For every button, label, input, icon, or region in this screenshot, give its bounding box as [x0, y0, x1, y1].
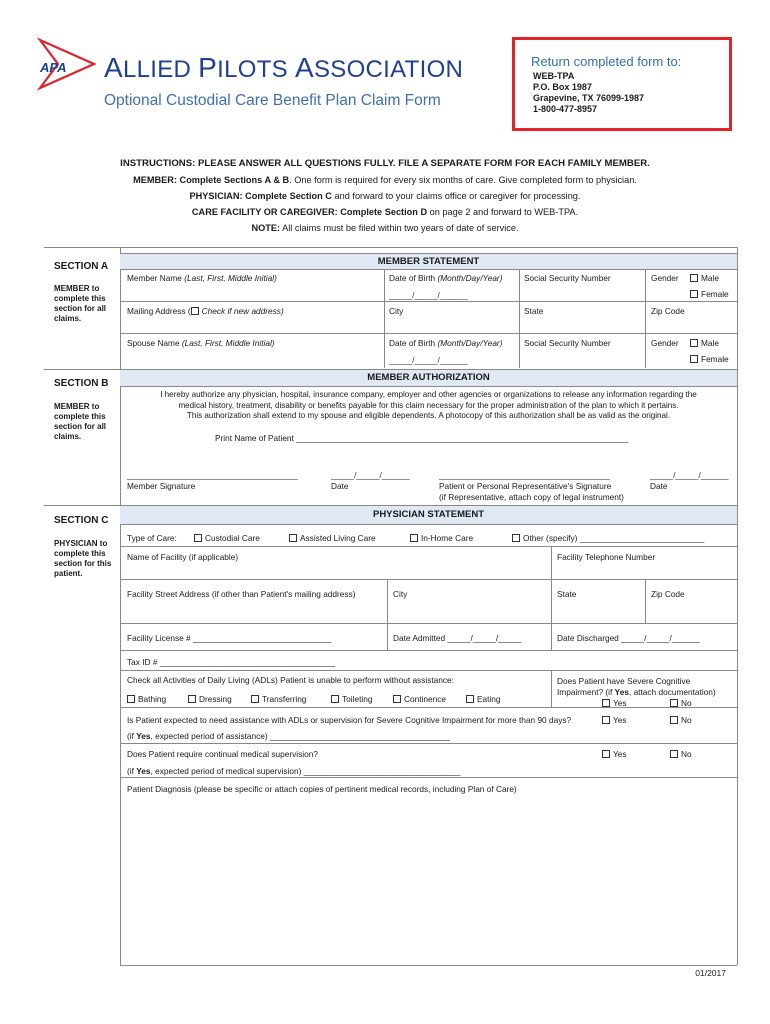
- return-address-box: [512, 37, 732, 131]
- adl-bathing-checkbox[interactable]: Bathing: [127, 694, 166, 704]
- in-home-care-checkbox[interactable]: In-Home Care: [410, 533, 473, 543]
- type-of-care-label: Type of Care:: [127, 533, 177, 543]
- form-title: Optional Custodial Care Benefit Plan Claim Form: [104, 92, 441, 109]
- adl-question: Check all Activities of Daily Living (ADLs) Patient is unable to perform without assistance:: [127, 675, 454, 685]
- member-name-label[interactable]: Member Name (Last, First, Middle Initial): [127, 273, 277, 283]
- facility-name-label[interactable]: Name of Facility (if applicable): [127, 552, 239, 562]
- print-patient-name-field[interactable]: Print Name of Patient ________________________________________________________________________: [215, 433, 629, 443]
- patient-diagnosis-field[interactable]: Patient Diagnosis (please be specific or attach copies of pertinent medical records, including Plan of Care): [127, 784, 517, 794]
- supervision-no-checkbox[interactable]: No: [670, 749, 692, 759]
- spouse-dob-blank[interactable]: _____/_____/______: [389, 355, 468, 365]
- spouse-ssn-label[interactable]: Social Security Number: [524, 338, 611, 348]
- spouse-dob-label[interactable]: Date of Birth (Month/Day/Year): [389, 338, 503, 348]
- member-male-checkbox[interactable]: Male: [690, 273, 719, 283]
- ninety-day-yes-checkbox[interactable]: Yes: [602, 715, 627, 725]
- cognitive-question-line-1: Does Patient have Severe Cognitive: [557, 676, 691, 686]
- facility-state-label[interactable]: State: [557, 589, 577, 599]
- facility-zip-label[interactable]: Zip Code: [651, 589, 685, 599]
- date-discharged-field[interactable]: Date Discharged _____/_____/______: [557, 633, 700, 643]
- supervision-yes-checkbox[interactable]: Yes: [602, 749, 627, 759]
- return-line: WEB-TPA: [533, 71, 575, 81]
- section-a-label: SECTION A: [54, 261, 109, 272]
- cognitive-question-line-2: Impairment? (if Yes, attach documentation): [557, 687, 716, 697]
- new-address-checkbox[interactable]: [191, 307, 199, 315]
- member-dob-blank[interactable]: _____/_____/______: [389, 290, 468, 300]
- rep-date-line[interactable]: _____/_____/______: [650, 470, 729, 480]
- member-authorization-band: MEMBER AUTHORIZATION: [120, 369, 737, 387]
- physician-statement-band: PHYSICIAN STATEMENT: [120, 505, 737, 525]
- adl-transferring-checkbox[interactable]: Transferring: [251, 694, 306, 704]
- member-date-label: Date: [331, 481, 349, 491]
- logo-text: APA: [40, 60, 67, 75]
- return-line: Grapevine, TX 76099-1987: [533, 93, 645, 103]
- adl-toileting-checkbox[interactable]: Toileting: [331, 694, 372, 704]
- tax-id-field[interactable]: Tax ID # ______________________________________: [127, 657, 336, 667]
- adl-continence-checkbox[interactable]: Continence: [393, 694, 446, 704]
- spouse-female-checkbox[interactable]: Female: [690, 354, 729, 364]
- member-gender-label: Gender: [651, 273, 679, 283]
- facility-street-label[interactable]: Facility Street Address (if other than Patient's mailing address): [127, 589, 356, 599]
- spouse-male-checkbox[interactable]: Male: [690, 338, 719, 348]
- instructions-line-2: MEMBER: Complete Sections A & B. One form is required for every six months of care. Give completed form to physician.: [133, 175, 637, 185]
- facility-phone-label[interactable]: Facility Telephone Number: [557, 552, 656, 562]
- return-line: 1-800-477-8957: [533, 104, 598, 114]
- rep-signature-line[interactable]: _____________________________________: [439, 470, 610, 480]
- section-c-label: SECTION C: [54, 515, 109, 526]
- member-signature-line[interactable]: _____________________________________: [127, 470, 298, 480]
- mailing-address-label[interactable]: Mailing Address ( Check if new address): [127, 306, 284, 316]
- apa-logo: [36, 34, 96, 94]
- form-revision-code: 01/2017: [695, 968, 726, 978]
- authorization-paragraph: I hereby authorize any physician, hospital, insurance company, employer and other agencies or organizations to release any information regarding the medical history, treatment, disability or benefits payable for this claim necessary for the proper administration of the plan to which it pertains. This authorization shall extend to my spouse and eligible dependents. A photocopy of this authorization shall be as valid as the original.: [160, 390, 697, 420]
- facility-license-field[interactable]: Facility License # ______________________________: [127, 633, 332, 643]
- instructions-line-5: NOTE: All claims must be filed within two years of date of service.: [251, 223, 519, 233]
- member-female-checkbox[interactable]: Female: [690, 289, 729, 299]
- supervision-question: Does Patient require continual medical supervision?: [127, 749, 318, 759]
- rep-hint: (if Representative, attach copy of legal instrument): [439, 492, 624, 502]
- spouse-gender-label: Gender: [651, 338, 679, 348]
- instructions-line-3: PHYSICIAN: Complete Section C and forward to your claims office or caregiver for processing.: [189, 191, 581, 201]
- cognitive-no-checkbox[interactable]: No: [670, 698, 692, 708]
- member-zip-label[interactable]: Zip Code: [651, 306, 685, 316]
- spouse-name-label[interactable]: Spouse Name (Last, First, Middle Initial): [127, 338, 275, 348]
- rep-date-label: Date: [650, 481, 668, 491]
- section-c-instructions: PHYSICIAN to complete this section for this patient.: [54, 539, 112, 578]
- adl-dressing-checkbox[interactable]: Dressing: [188, 694, 232, 704]
- adl-eating-checkbox[interactable]: Eating: [466, 694, 501, 704]
- section-a-instructions: MEMBER to complete this section for all claims.: [54, 284, 107, 323]
- other-care-checkbox[interactable]: Other (specify) ___________________________: [512, 533, 704, 543]
- association-name: ALLIED PILOTS ASSOCIATION: [104, 52, 464, 83]
- cognitive-yes-checkbox[interactable]: Yes: [602, 698, 627, 708]
- period-of-supervision-field[interactable]: (if Yes, expected period of medical supervision) __________________________________: [127, 766, 461, 776]
- member-state-label[interactable]: State: [524, 306, 544, 316]
- return-heading: Return completed form to:: [531, 54, 682, 69]
- member-statement-band: MEMBER STATEMENT: [120, 253, 737, 270]
- section-b-label: SECTION B: [54, 378, 109, 389]
- return-line: P.O. Box 1987: [533, 82, 592, 92]
- assisted-living-checkbox[interactable]: Assisted Living Care: [289, 533, 376, 543]
- section-b-instructions: MEMBER to complete this section for all claims.: [54, 402, 107, 441]
- ninety-day-question: Is Patient expected to need assistance with ADLs or supervision for Severe Cognitive Impairment for more than 90 days?: [127, 715, 572, 725]
- period-of-assistance-field[interactable]: (if Yes, expected period of assistance) _______________________________________: [127, 731, 450, 741]
- rep-signature-label: Patient or Personal Representative's Signature: [439, 481, 612, 491]
- facility-city-label[interactable]: City: [393, 589, 408, 599]
- instructions-line-4: CARE FACILITY OR CAREGIVER: Complete Section D on page 2 and forward to WEB-TPA.: [191, 207, 579, 217]
- member-city-label[interactable]: City: [389, 306, 404, 316]
- member-dob-label[interactable]: Date of Birth (Month/Day/Year): [389, 273, 503, 283]
- custodial-care-checkbox[interactable]: Custodial Care: [194, 533, 260, 543]
- member-ssn-label[interactable]: Social Security Number: [524, 273, 611, 283]
- instructions-line-1: INSTRUCTIONS: PLEASE ANSWER ALL QUESTIONS FULLY. FILE A SEPARATE FORM FOR EACH FAMILY MEMBER.: [120, 158, 650, 169]
- ninety-day-no-checkbox[interactable]: No: [670, 715, 692, 725]
- member-signature-label: Member Signature: [127, 481, 196, 491]
- member-date-line[interactable]: _____/_____/______: [331, 470, 410, 480]
- date-admitted-field[interactable]: Date Admitted _____/_____/_____: [393, 633, 522, 643]
